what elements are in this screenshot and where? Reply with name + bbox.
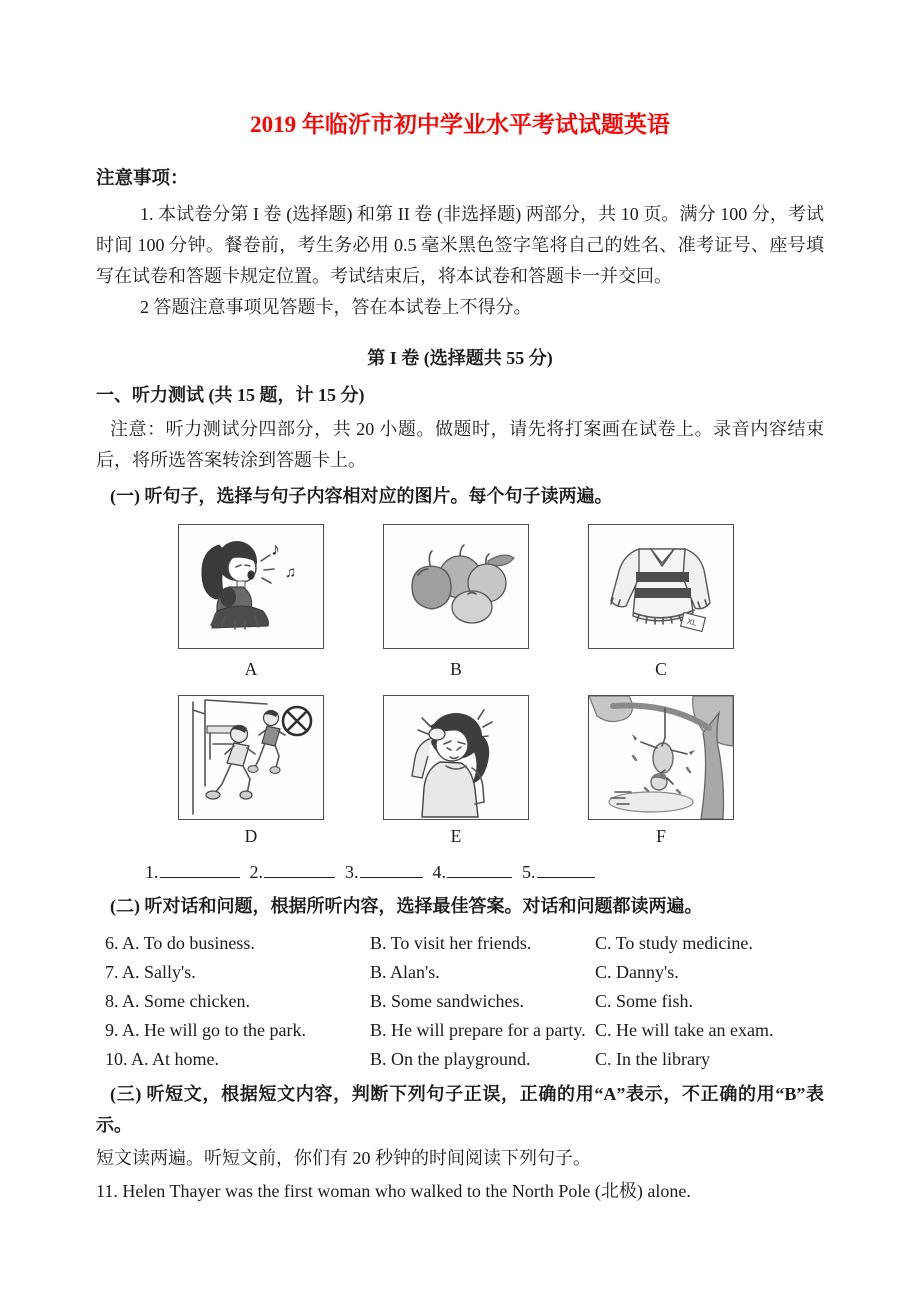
picture-label-e: E [450, 826, 462, 846]
picture-box-f [588, 695, 734, 820]
blank-1-line [160, 859, 240, 878]
question-9-option-a: 9. A. He will go to the park. [105, 1020, 306, 1040]
answer-blanks-row [145, 858, 824, 886]
question-6-option-b: B. To visit her friends. [370, 933, 532, 953]
listening-part2-heading: (二) 听对话和问题，根据所听内容，选择最佳答案。对话和问题都读两遍。 [110, 896, 703, 916]
listening-part3-heading: (三) 听短文，根据短文内容，判断下列句子正误，正确的用“A”表示，不正确的用“B”表示。 [96, 1084, 824, 1135]
question-8-option-b: B. Some sandwiches. [370, 991, 524, 1011]
listening-part3-note: 短文读两遍。听短文前，你们有 20 秒钟的时间阅读下列句子。 [96, 1148, 591, 1168]
blank-3-line [360, 859, 423, 878]
sweater-illustration [589, 525, 733, 648]
question-10-option-a: 10. A. At home. [105, 1049, 220, 1069]
question-9-option-c: C. He will take an exam. [595, 1020, 774, 1040]
question-10-option-b: B. On the playground. [370, 1049, 531, 1069]
question-6-option-c: C. To study medicine. [595, 933, 753, 953]
music-note-icon: ♪ [271, 539, 280, 559]
listening-part1-heading: (一) 听句子，选择与句子内容相对应的图片。每个句子读两遍。 [110, 486, 613, 506]
picture-box-d [178, 695, 324, 820]
question-7-option-c: C. Danny's. [595, 962, 679, 982]
picture-box-c [588, 524, 734, 649]
picture-box-e [383, 695, 529, 820]
volume1-heading: 第 I 卷 (选择题共 55 分) [367, 348, 553, 368]
headache-girl-illustration [384, 696, 528, 819]
blank-2-line [264, 859, 335, 878]
blank-5-number: 5. [522, 862, 536, 882]
question-6-row [96, 929, 824, 958]
running-boys-illustration [179, 696, 323, 819]
question-10-row [96, 1045, 824, 1074]
blank-3-number: 3. [345, 862, 359, 882]
blank-1-number: 1. [145, 862, 159, 882]
blank-2-number: 2. [249, 862, 263, 882]
notice-item-1: 1. 本试卷分第 I 卷 (选择题) 和第 II 卷 (非选择题) 两部分，共 10 页。满分 100 分，考试时间 100 分钟。餐卷前，考生务必用 0.5 毫米黑色签字笔将自己的姓名、准考证号、座号填写在试卷和答题卡规定位置。考试结束后，将本试卷和答题卡一并交回。 [96, 204, 824, 286]
sweater-size-tag-label: XL [685, 616, 698, 628]
question-9-row [96, 1016, 824, 1045]
picture-label-d: D [244, 826, 258, 846]
question-6-option-a: 6. A. To do business. [105, 933, 255, 953]
singing-girl-illustration [179, 525, 323, 648]
picture-label-f: F [656, 826, 666, 846]
blank-4-number: 4. [432, 862, 446, 882]
apples-illustration [384, 525, 528, 648]
monkey-over-water-illustration [589, 696, 733, 819]
question-7-option-b: B. Alan's. [370, 962, 440, 982]
blank-4-line [447, 859, 512, 878]
question-9-option-b: B. He will prepare for a party. [370, 1020, 586, 1040]
question-7-row [96, 958, 824, 987]
question-8-option-c: C. Some fish. [595, 991, 694, 1011]
blank-5-line [537, 859, 595, 878]
picture-box-a [178, 524, 324, 649]
listening-pictures-grid [178, 524, 824, 852]
notice-heading: 注意事项： [96, 169, 189, 189]
listening-section-heading: 一、听力测试 (共 15 题，计 15 分) [96, 385, 365, 405]
question-11-text: 11. Helen Thayer was the first woman who walked to the North Pole (北极) alone. [96, 1181, 691, 1201]
picture-label-b: B [450, 659, 462, 679]
picture-label-c: C [655, 659, 667, 679]
question-10-option-c: C. In the library [595, 1049, 710, 1069]
picture-box-b [383, 524, 529, 649]
question-8-option-a: 8. A. Some chicken. [105, 991, 250, 1011]
notice-item-2: 2 答题注意事项见答题卡，答在本试卷上不得分。 [140, 297, 532, 317]
listening-note: 注意：听力测试分四部分，共 20 小题。做题时，请先将打案画在试卷上。录音内容结束后，将所选答案转涂到答题卡上。 [96, 419, 824, 470]
question-7-option-a: 7. A. Sally's. [105, 962, 196, 982]
music-notes-icon: ♫ [285, 565, 297, 581]
page-title: 2019 年临沂市初中学业水平考试试题英语 [250, 112, 670, 137]
question-8-row [96, 987, 824, 1016]
picture-label-a: A [244, 659, 258, 679]
listening-part2-questions [96, 929, 824, 1074]
